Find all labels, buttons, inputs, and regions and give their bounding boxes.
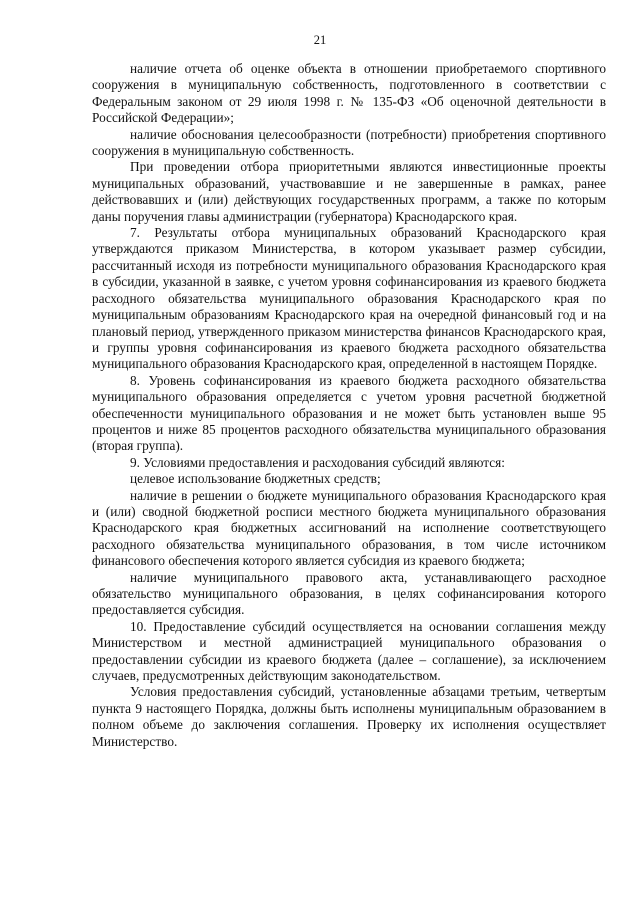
document-body	[92, 61, 606, 750]
page-number: 21	[313, 33, 327, 47]
paragraph-item-8: 8. Уровень софинансирования из краевого бюджета расходного обязательства муниципального образования определяется с учетом уровня расчетной бюджетной обеспеченности муниципального образования и не может быть установлен выше 95 процентов и ниже 85 процентов расходного обязательства муниципального образования (вторая группа).	[92, 372, 606, 454]
paragraph-appraisal-report: наличие отчета об оценке объекта в отношении приобретаемого спортивного сооружения в муниципальную собственность, подготовленного в соответствии с Федеральным законом от 29 июля 1998 г. № 135-ФЗ «Об оценочной деятельности в Российской Федерации»;	[92, 61, 606, 126]
paragraph-item-10: 10. Предоставление субсидий осуществляется на основании соглашения между Министерством и местной администрацией муниципального образования о предоставлении субсидии из краевого бюджета (далее – соглашение), за исключением случаев, предусмотренных действующим законодательством.	[92, 618, 606, 684]
paragraph-item-9: 9. Условиями предоставления и расходования субсидий являются:	[130, 454, 505, 470]
paragraph-targeted-use: целевое использование бюджетных средств;	[130, 471, 381, 487]
paragraph-conditions-check: Условия предоставления субсидий, установленные абзацами третьим, четвертым пункта 9 настоящего Порядка, должны быть исполнены муниципальным образованием в полном объеме до заключения соглашения. Проверку их исполнения осуществляет Министерство.	[92, 684, 606, 749]
paragraph-justification: наличие обоснования целесообразности (потребности) приобретения спортивного сооружения в муниципальную собственность.	[92, 126, 606, 159]
paragraph-legal-act: наличие муниципального правового акта, устанавливающего расходное обязательство муниципального образования, в целях софинансирования которого предоставляется субсидия.	[92, 569, 606, 618]
paragraph-priority-selection: При проведении отбора приоритетными являются инвестиционные проекты муниципальных образований, участвовавшие и не завершенные в рамках, ранее действовавших и (или) действующих государственных программ, а также по которым даны поручения главы администрации (губернатора) Краснодарского края.	[92, 159, 606, 224]
paragraph-budget-decision: наличие в решении о бюджете муниципального образования Краснодарского края и (или) сводной бюджетной росписи местного бюджета муниципального образования Краснодарского края бюджетных ассигнований на исполнение соответствующего расходного обязательства муниципального образования, в том числе источником финансового обеспечения которого является субсидия из краевого бюджета;	[92, 487, 606, 569]
paragraph-item-7: 7. Результаты отбора муниципальных образований Краснодарского края утверждаются приказом Министерства, в котором указывает размер субсидии, рассчитанный исходя из потребности муниципального образования Краснодарского края в субсидии, указанной в заявке, с учетом уровня софинансирования из краевого бюджета расходного обязательства муниципального образования Краснодарского края по муниципальным образованиям Краснодарского края на очередной финансовый год и на плановый период, утвержденного приказом министерства финансов Краснодарского края, и группы уровня софинансирования из краевого бюджета расходного обязательства муниципального образования Краснодарского края, определенной в настоящем Порядке.	[92, 225, 606, 372]
